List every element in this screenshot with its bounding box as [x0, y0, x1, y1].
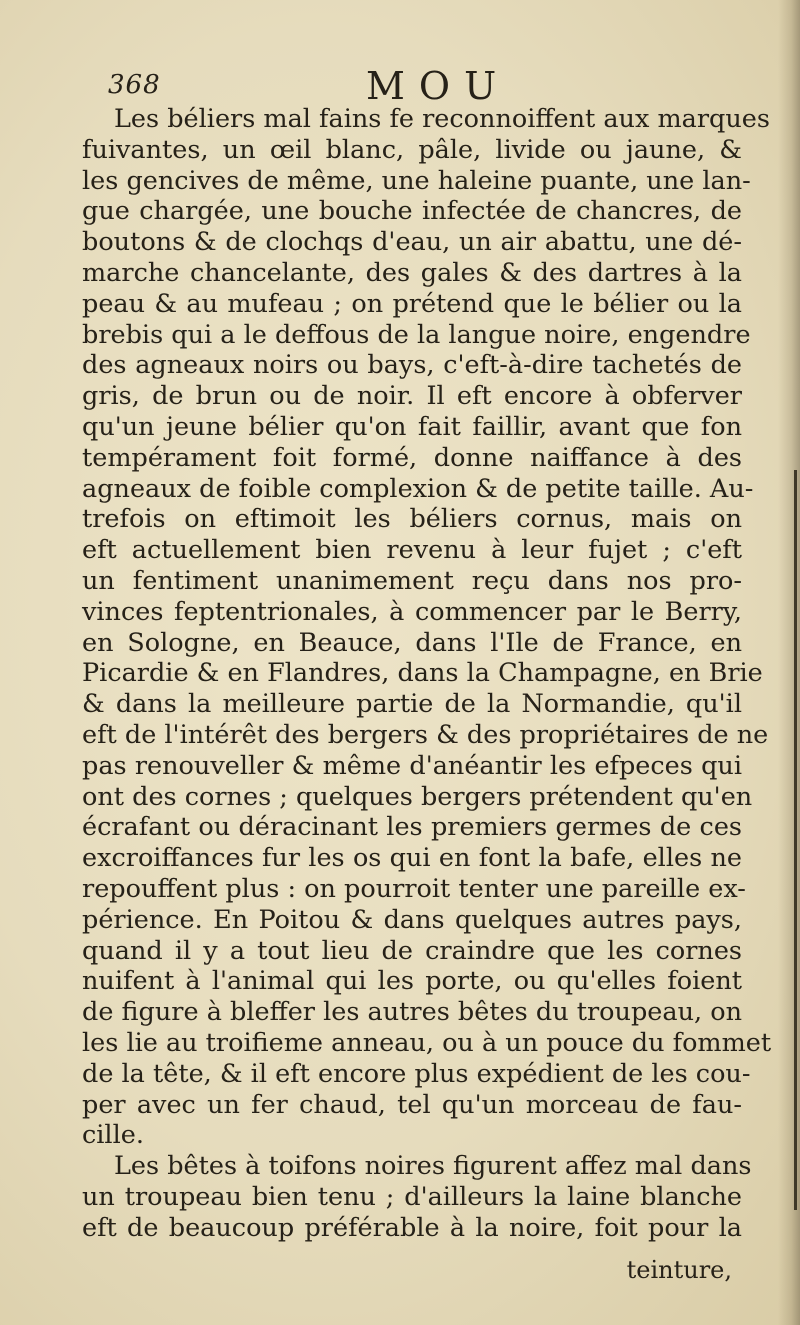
text-line: en Sologne, en Beauce, dans l'Ile de France, en — [82, 627, 742, 658]
text-line: trefois on eftimoit les béliers cornus, mais on — [82, 504, 742, 535]
text-line: gue chargée, une bouche infectée de chancres, de — [82, 196, 742, 227]
text-line: Les bêtes à toifons noires figurent affez mal dans — [114, 1151, 752, 1182]
text-line: brebis qui a le deffous de la langue noire, engendre — [82, 319, 751, 350]
text-line: repouffent plus : on pourroit tenter une pareille ex- — [82, 873, 746, 904]
text-line: qu'un jeune bélier qu'on fait faillir, avant que fon — [82, 411, 742, 442]
text-line: périence. En Poitou & dans quelques autres pays, — [82, 904, 742, 935]
paragraph — [82, 104, 772, 1151]
text-line: un fentiment unanimement reçu dans nos pro- — [82, 565, 742, 596]
text-line: écrafant ou déracinant les premiers germes de ces — [82, 812, 742, 843]
text-line: eft de beaucoup préférable à la noire, foit pour la — [82, 1212, 742, 1243]
text-line: cille. — [82, 1120, 144, 1151]
text-line: ont des cornes ; quelques bergers prétendent qu'en — [82, 781, 753, 812]
text-line: Picardie & en Flandres, dans la Champagne, en Brie — [82, 658, 763, 689]
page-number: 368 — [108, 70, 161, 100]
text-line: de figure à bleffer les autres bêtes du troupeau, on — [82, 997, 742, 1028]
text-line: tempérament foit formé, donne naiffance à des — [82, 442, 742, 473]
text-line: fuivantes, un œil blanc, pâle, livide ou jaune, & — [82, 134, 742, 165]
page-edge-line — [794, 470, 797, 1210]
text-line: quand il y a tout lieu de craindre que les cornes — [82, 935, 742, 966]
text-line: eft de l'intérêt des bergers & des propriétaires de ne — [82, 719, 769, 750]
running-head: MOU — [366, 64, 511, 108]
text-line: les lie au troifieme anneau, ou à un pouce du fommet — [82, 1027, 772, 1058]
text-line: per avec un fer chaud, tel qu'un morceau de fau- — [82, 1089, 742, 1120]
text-line: Les béliers mal fains fe reconnoiffent aux marques — [114, 104, 770, 134]
text-line: gris, de brun ou de noir. Il eft encore à obferver — [82, 381, 742, 412]
text-line: excroiffances fur les os qui en font la bafe, elles ne — [82, 843, 742, 874]
body-text — [82, 104, 772, 1243]
text-line: boutons & de clochqs d'eau, un air abattu, une dé- — [82, 227, 742, 258]
text-line: pas renouveller & même d'anéantir les efpeces qui — [82, 750, 742, 781]
text-line: peau & au mufeau ; on prétend que le bélier ou la — [82, 288, 742, 319]
text-line: des agneaux noirs ou bays, c'eft-à-dire tachetés de — [82, 350, 742, 381]
text-line: les gencives de même, une haleine puante, une lan- — [82, 165, 751, 196]
text-line: agneaux de foible complexion & de petite taille. Au- — [82, 473, 754, 504]
text-line: & dans la meilleure partie de la Normandie, qu'il — [82, 689, 742, 720]
text-line: eft actuellement bien revenu à leur fujet ; c'eft — [82, 535, 742, 566]
catchword: teinture, — [626, 1256, 732, 1284]
text-line: vinces feptentrionales, à commencer par le Berry, — [82, 596, 742, 627]
text-line: nuifent à l'animal qui les porte, ou qu'elles foient — [82, 966, 742, 997]
text-line: marche chancelante, des gales & des dartres à la — [82, 257, 742, 288]
text-line: un troupeau bien tenu ; d'ailleurs la laine blanche — [82, 1181, 742, 1212]
text-line: de la tête, & il eft encore plus expédient de les cou- — [82, 1058, 751, 1089]
paragraph — [82, 1151, 752, 1243]
